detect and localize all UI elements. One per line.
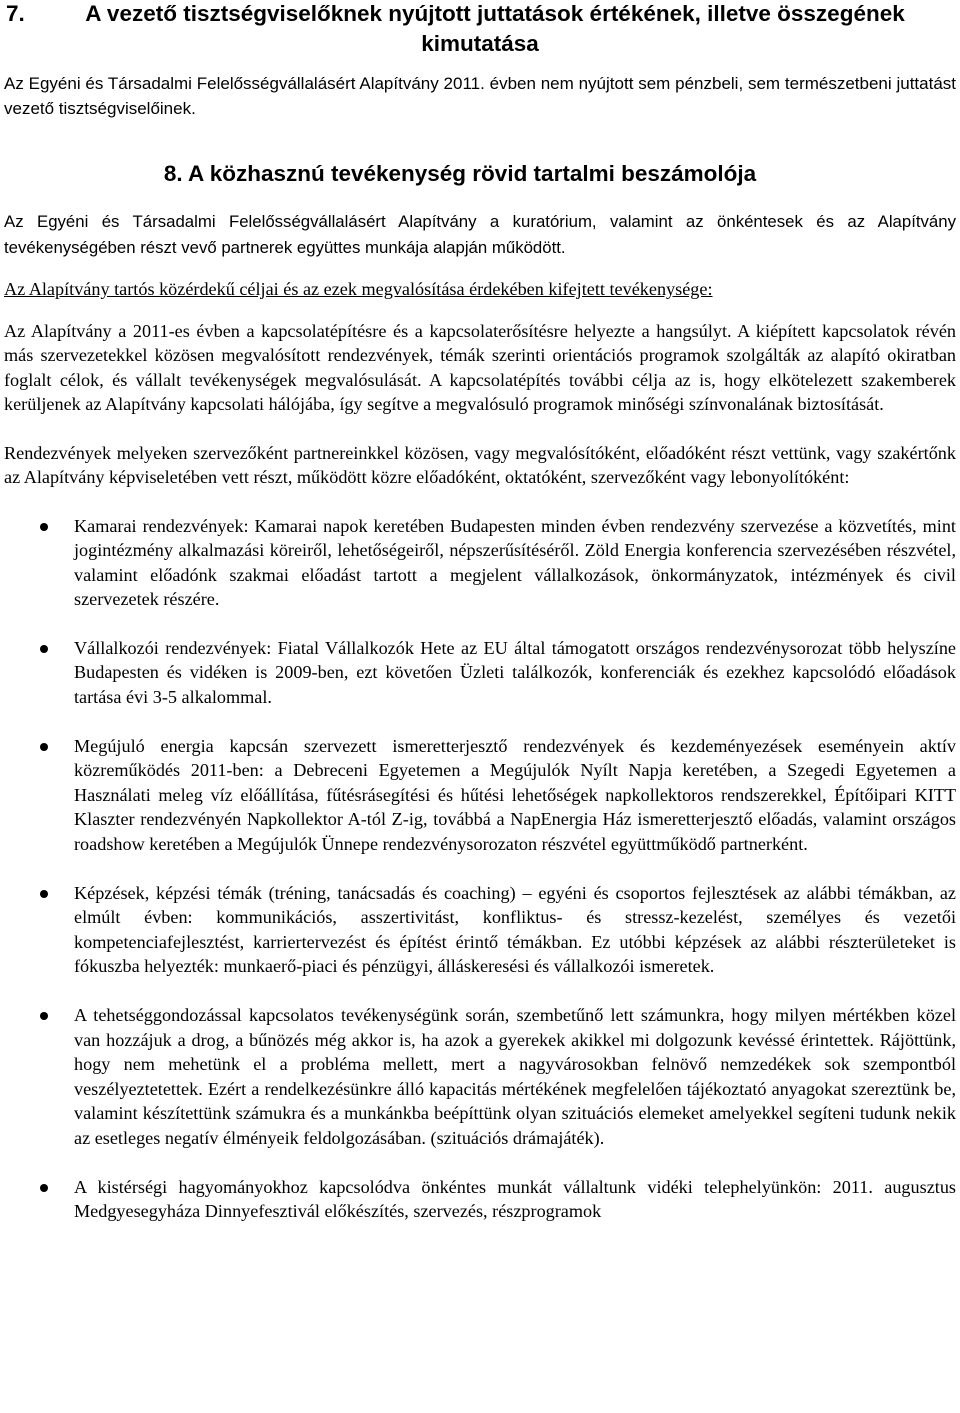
list-item-text: A tehetséggondozással kapcsolatos tevékenységünk során, szembetűnő lett számunkra, hogy milyen mértékben közel van hozzájuk a drog, a bűnözés még akkor is, ha azok a gyerekek akikkel mi dolgozunk kevéssé érintettek. Rájöttünk, hogy nem mehetünk el a probléma mellett, mert a nagyvárosokban felnövő nemzedékek sok szempontból veszélyeztetettek. Ezért a rendelkezésünkre álló kapacitás mértékének megfelelően tájékoztató anyagokat szereztünk be, valamint készítettünk számukra és a munkánkba beépíttünk olyan szituációs elemeket amelyekkel segíteni tudunk nekik az esetleges negatív élményeik feldolgozásában. (szituációs drámajáték). — [74, 1005, 956, 1148]
bullet-icon — [40, 1184, 48, 1192]
bullet-icon — [40, 743, 48, 751]
list-item — [4, 1003, 956, 1151]
list-item-text: A kistérségi hagyományokhoz kapcsolódva önkéntes munkát vállaltunk vidéki telephelyünkön: 2011. augusztus Medgyesegyháza Dinnyefesztivál előkészítés, szervezés, részprogramok — [74, 1176, 956, 1222]
bullet-icon — [40, 645, 48, 653]
list-item-text: Kamarai rendezvények: Kamarai napok keretében Budapesten minden évben rendezvény szervezése a közvetítés, mint jogintézmény alkalmazási köreiről, lehetőségeiről, népszerűsítéséről. Zöld Energia konferencia szervezésében részvétel, valamint előadónk szakmai előadást tartott a megjelent vállalkozások, önkormányzatok, intézmények és civil szervezetek részére. — [74, 515, 956, 610]
section-8-intro — [4, 209, 956, 260]
list-item-text: Képzések, képzési témák (tréning, tanácsadás és coaching) – egyéni és csoportos fejlesztések az alábbi témákban, az elmúlt évben: kommunikációs, asszertivitást, konfliktus- és stressz-kezelést, személyes és vezetői kompetenciafejlesztést, karriertervezést és építést érintő témákban. Ez utóbbi képzések az alábbi részterületeket is fókuszba helyezték: munkaerő-piaci és pénzügyi, álláskeresési és vállalkozói ismeretek. — [74, 882, 956, 977]
section-7-title-line2: kimutatása — [421, 31, 539, 56]
section-8-heading — [4, 159, 956, 189]
paragraph-1: Az Alapítvány a 2011-es évben a kapcsolatépítésre és a kapcsolaterősítésre helyezte a hangsúlyt. A kiépített kapcsolatok révén más szervezetekkel közösen megvalósított rendezvények, témák szerinti orientációs programok szolgálták az alapító okiratban foglalt célok, és vállalt tevékenységek megvalósulását. A kapcsolatépítés további célja az is, hogy elkötelezett szakemberek kerüljenek az Alapítvány kapcsolati hálójába, így segítve a megvalósuló programok minőségi színvonalának biztosítását. — [4, 320, 956, 414]
events-list — [4, 514, 956, 1224]
section-7-text: Az Egyéni és Társadalmi Felelősségvállalásért Alapítvány 2011. évben nem nyújtott sem pénzbeli, sem természetbeni juttatást vezető tisztségviselőinek. — [4, 74, 956, 118]
list-item — [4, 514, 956, 612]
bullet-icon — [40, 1012, 48, 1020]
list-item — [4, 1175, 956, 1224]
list-item — [4, 734, 956, 857]
section-7-title-line1: A vezető tisztségviselőknek nyújtott juttatások értékének, illetve összegének — [85, 1, 905, 26]
goals-heading-text: Az Alapítvány tartós közérdekű céljai és az ezek megvalósítása érdekében kifejtett tevékenysége: — [4, 279, 713, 299]
intro-text: Az Egyéni és Társadalmi Felelősségvállalásért Alapítvány a kuratórium, valamint az önkéntesek és az Alapítvány tevékenységében részt vevő partnerek együttes munkája alapján működött. — [4, 212, 956, 257]
list-item-text: Vállalkozói rendezvények: Fiatal Vállalkozók Hete az EU által támogatott országos rendezvénysorozat több helyszíne Budapesten és vidéken is 2009-ben, ezt követően Üzleti találkozók, konferenciák és ezekhez kapcsolódó előadások tartása évi 3-5 alkalommal. — [74, 637, 956, 708]
bullet-icon — [40, 523, 48, 531]
goals-heading — [4, 277, 956, 302]
paragraph-2: Rendezvények melyeken szervezőként partnereinkkel közösen, vagy megvalósítóként, előadóként részt vettünk, vagy szakértőnk az Alapítvány képviseletében vett részt, működött közre előadóként, oktatóként, szervezőként vagy lebonyolítóként: — [4, 442, 956, 487]
section-7-heading — [4, 0, 956, 59]
list-item — [4, 636, 956, 710]
list-item-text: Megújuló energia kapcsán szervezett ismeretterjesztő rendezvények és kezdeményezések eseményein aktív közreműködés 2011-ben: a Debreceni Egyetemen a Megújulók Nyílt Napja keretében, a Szegedi Egyetemen a Használati meleg víz előállítása, fűtésrásegítési és hűtési lehetőségek napkollektoros rendszerekkel, Építőipari KITT Klaszter rendezvényén Napkollektor A-tól Z-ig, továbbá a NapEnergia Ház ismeretterjesztő előadás, valamint országos roadshow keretében a Megújulók Ünnepe rendezvénysorozaton részvétel együttműködő partnerként. — [74, 735, 956, 855]
bullet-icon — [40, 890, 48, 898]
section-8-number: 8. — [163, 161, 183, 186]
section-8-title: A közhasznú tevékenység rövid tartalmi beszámolója — [188, 161, 757, 186]
section-7-number: 7. — [6, 1, 25, 26]
list-item — [4, 881, 956, 979]
